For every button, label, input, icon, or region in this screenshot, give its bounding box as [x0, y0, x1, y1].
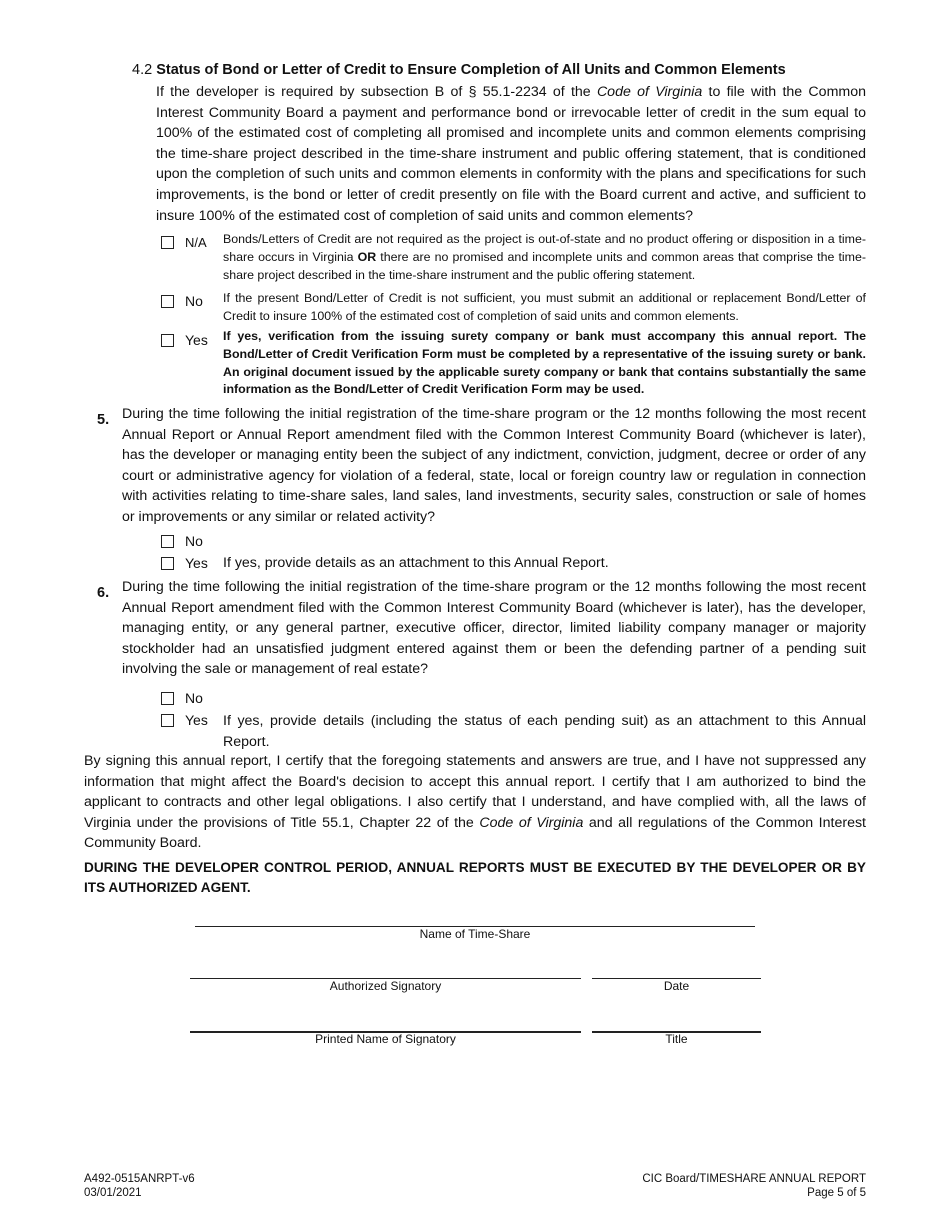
no-label-6: No: [185, 690, 203, 706]
authorized-signatory-label: Authorized Signatory: [329, 979, 442, 993]
date-label: Date: [663, 979, 690, 993]
no-checkbox-6[interactable]: [161, 692, 174, 705]
section-heading: Status of Bond or Letter of Credit to Ensure Completion of All Units and Common Elements: [156, 62, 786, 78]
na-label: N/A: [185, 235, 207, 250]
yes-checkbox-6[interactable]: [161, 714, 174, 727]
timeshare-name-label: Name of Time-Share: [419, 927, 531, 941]
report-title: CIC Board/TIMESHARE ANNUAL REPORT: [642, 1173, 866, 1185]
developer-control-notice: DURING THE DEVELOPER CONTROL PERIOD, ANNUAL REPORTS MUST BE EXECUTED BY THE DEVELOPER OR BY ITS AUTHORIZED AGENT.: [84, 860, 866, 895]
no-checkbox-4-2[interactable]: [161, 295, 174, 308]
no-explanation-4-2: If the present Bond/Letter of Credit is not sufficient, you must submit an additional or replacement Bond/Letter of Credit to insure 100% of the estimated cost of completion of said units and common elements.: [223, 291, 866, 323]
na-explanation: Bonds/Letters of Credit are not required as the project is out-of-state and no product offering or disposition in a time-share occurs in Virginia OR there are no promised and incomplete units and common areas that comprise the time-share project described in the time-share instrument and the public offering statement.: [223, 232, 866, 282]
form-id: A492-0515ANRPT-v6: [84, 1173, 195, 1185]
yes-label-6: Yes: [185, 712, 208, 728]
certification-text: By signing this annual report, I certify that the foregoing statements and answers are true, and I have not suppressed any information that might affect the Board's decision to accept this annual report. I certify that I am authorized to bind the applicant to contracts and other legal obligations. I also certify that I understand, and have complied with, all the laws of Virginia under the provisions of Title 55.1, Chapter 22 of the Code of Virginia and all regulations of the Common Interest Community Board.: [84, 753, 867, 852]
na-checkbox[interactable]: [161, 236, 174, 249]
yes-explanation-4-2: If yes, verification from the issuing surety company or bank must accompany this annual report. The Bond/Letter of Credit Verification Form must be completed by a representative of the issuing surety or bank. An original document issued by the applicable surety company or bank that contains substantially the same information as the Bond/Letter of Credit Verification Form may be used.: [223, 329, 866, 397]
printed-name-label: Printed Name of Signatory: [315, 1032, 456, 1046]
section-5-question: During the time following the initial registration of the time-share program or the 12 months following the most recent Annual Report or Annual Report amendment filed with the Common Interest Community Board (whichever is later), has the developer or managing entity been the subject of any indictment, conviction, judgment, decree or order of any court or administrative agency for violation of a federal, state, local or foreign country law or regulation in connection with activities relating to time-share sales, land sales, land investments, security sales, construction or sale of homes or improvements or any similar or related activity?: [122, 406, 866, 525]
section-4-2-heading: [132, 60, 872, 80]
yes-checkbox-5[interactable]: [161, 557, 174, 570]
no-label-5: No: [185, 533, 203, 549]
section-number: 4.2: [132, 62, 153, 78]
yes-label-5: Yes: [185, 555, 208, 571]
yes-label-4-2: Yes: [185, 332, 208, 348]
page-number: Page 5 of 5: [807, 1186, 866, 1199]
section-6-number: 6.: [97, 585, 110, 601]
no-label-4-2: No: [185, 293, 203, 309]
yes-explanation-6: If yes, provide details (including the status of each pending suit) as an attachment to this Annual Report.: [223, 713, 866, 750]
section-5-number: 5.: [97, 412, 110, 428]
yes-explanation-5: If yes, provide details as an attachment to this Annual Report.: [223, 555, 609, 571]
yes-checkbox-4-2[interactable]: [161, 334, 174, 347]
no-checkbox-5[interactable]: [161, 535, 174, 548]
footer-right: [642, 1173, 866, 1200]
section-4-2-question: If the developer is required by subsection B of § 55.1-2234 of the Code of Virginia to file with the Common Interest Community Board a payment and performance bond or irrevocable letter of credit in the sum equal to 100% of the estimated cost of completing all promised and incomplete units and common elements comprising the time-share project described in the time-share instrument and public offering statement, that is conditioned upon the completion of such units and common elements in conformity with the plans and specifications for such improvements, is the bond or letter of credit presently on file with the Board current and active, and sufficient to insure 100% of the estimated cost of completion of said units and common elements?: [156, 84, 866, 224]
form-date: 03/01/2021: [84, 1186, 142, 1199]
section-6-question: During the time following the initial registration of the time-share program or the 12 months following the most recent Annual Report amendment filed with the Common Interest Community Board (whichever is later), has the developer, managing entity, or any general partner, executive officer, director, limited liability company manager or majority stockholder had an unsatisfied judgment entered against them or been the defending partner of a pending suit involving the sale or management of real estate?: [122, 579, 866, 678]
footer-left: [84, 1173, 195, 1200]
title-label: Title: [665, 1032, 688, 1046]
